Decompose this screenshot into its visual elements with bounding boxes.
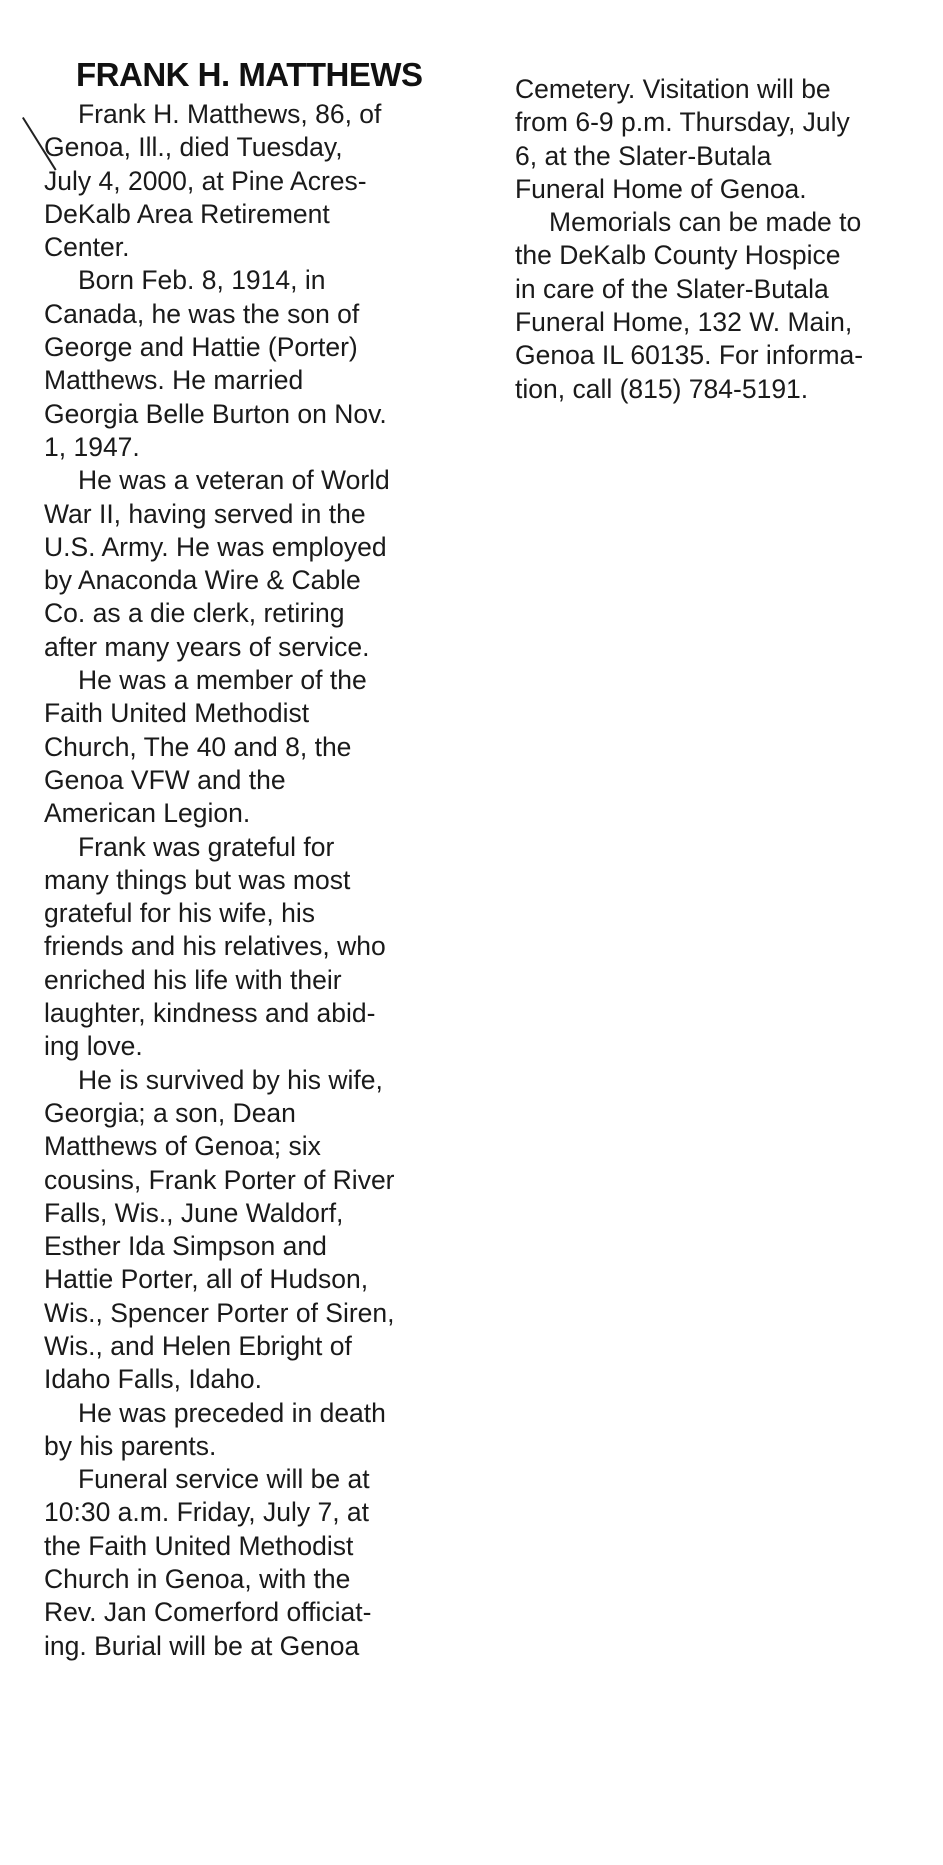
text-line: Born Feb. 8, 1914, in [78,265,326,296]
obituary-headline: FRANK H. MATTHEWS [76,56,423,93]
text-line: ing love. [44,1031,143,1062]
text-line: War II, having served in the [44,498,366,529]
text-line: Hattie Porter, all of Hudson, [44,1264,369,1295]
text-line: enriched his life with their [44,964,342,995]
text-line: Frank H. Matthews, 86, of [78,99,382,129]
text-line: Faith United Methodist [44,698,310,729]
text-line: Center. [44,232,130,263]
text-line: grateful for his wife, his [44,898,316,929]
text-line: Wis., Spencer Porter of Siren, [44,1297,395,1328]
text-line: Georgia Belle Burton on Nov. [44,398,387,429]
text-line: American Legion. [44,798,251,829]
left-text-column [44,98,444,1663]
text-line: cousins, Frank Porter of River [44,1164,395,1195]
text-line: from 6-9 p.m. Thursday, July [515,107,850,138]
text-line: tion, call (815) 784-5191. [515,373,809,404]
text-line: by Anaconda Wire & Cable [44,565,361,596]
text-line: Funeral Home of Genoa. [515,173,807,204]
text-line: ing. Burial will be at Genoa [44,1630,360,1661]
text-line: Esther Ida Simpson and [44,1231,327,1262]
text-line: George and Hattie (Porter) [44,332,358,363]
text-line: He was preceded in death [78,1397,386,1428]
text-line: 1, 1947. [44,431,140,462]
text-line: DeKalb Area Retirement [44,198,330,229]
text-line: 6, at the Slater-Butala [515,140,772,171]
text-line: after many years of service. [44,631,370,662]
text-line: by his parents. [44,1430,217,1461]
text-line: Genoa IL 60135. For informa- [515,340,864,371]
right-text-column [515,73,915,406]
text-line: Cemetery. Visitation will be [515,74,831,104]
text-line: Wis., and Helen Ebright of [44,1330,352,1361]
text-line: Georgia; a son, Dean [44,1097,296,1128]
text-line: 10:30 a.m. Friday, July 7, at [44,1497,370,1528]
text-line: Falls, Wis., June Waldorf, [44,1197,344,1228]
text-line: He is survived by his wife, [78,1064,383,1095]
text-line: the Faith United Methodist [44,1530,354,1561]
text-line: laughter, kindness and abid- [44,998,376,1029]
text-line: Matthews of Genoa; six [44,1131,321,1162]
text-line: Church in Genoa, with the [44,1564,351,1595]
text-line: in care of the Slater-Butala [515,273,829,304]
text-line: friends and his relatives, who [44,931,386,962]
text-line: Canada, he was the son of [44,298,360,329]
text-line: U.S. Army. He was employed [44,531,387,562]
text-line: July 4, 2000, at Pine Acres- [44,165,367,196]
text-line: He was a veteran of World [78,465,390,496]
text-line: He was a member of the [78,665,367,696]
text-line: many things but was most [44,864,351,895]
text-line: Funeral service will be at [78,1464,370,1495]
text-line: the DeKalb County Hospice [515,240,841,271]
text-line: Rev. Jan Comerford officiat- [44,1597,372,1628]
text-line: Co. as a die clerk, retiring [44,598,345,629]
text-line: Church, The 40 and 8, the [44,731,352,762]
text-line: Idaho Falls, Idaho. [44,1364,263,1395]
text-line: Genoa, Ill., died Tuesday, [44,132,343,163]
text-line: Funeral Home, 132 W. Main, [515,307,853,338]
text-line: Frank was grateful for [78,831,335,862]
text-line: Memorials can be made to [549,207,862,238]
text-line: Genoa VFW and the [44,764,286,795]
text-line: Matthews. He married [44,365,304,396]
